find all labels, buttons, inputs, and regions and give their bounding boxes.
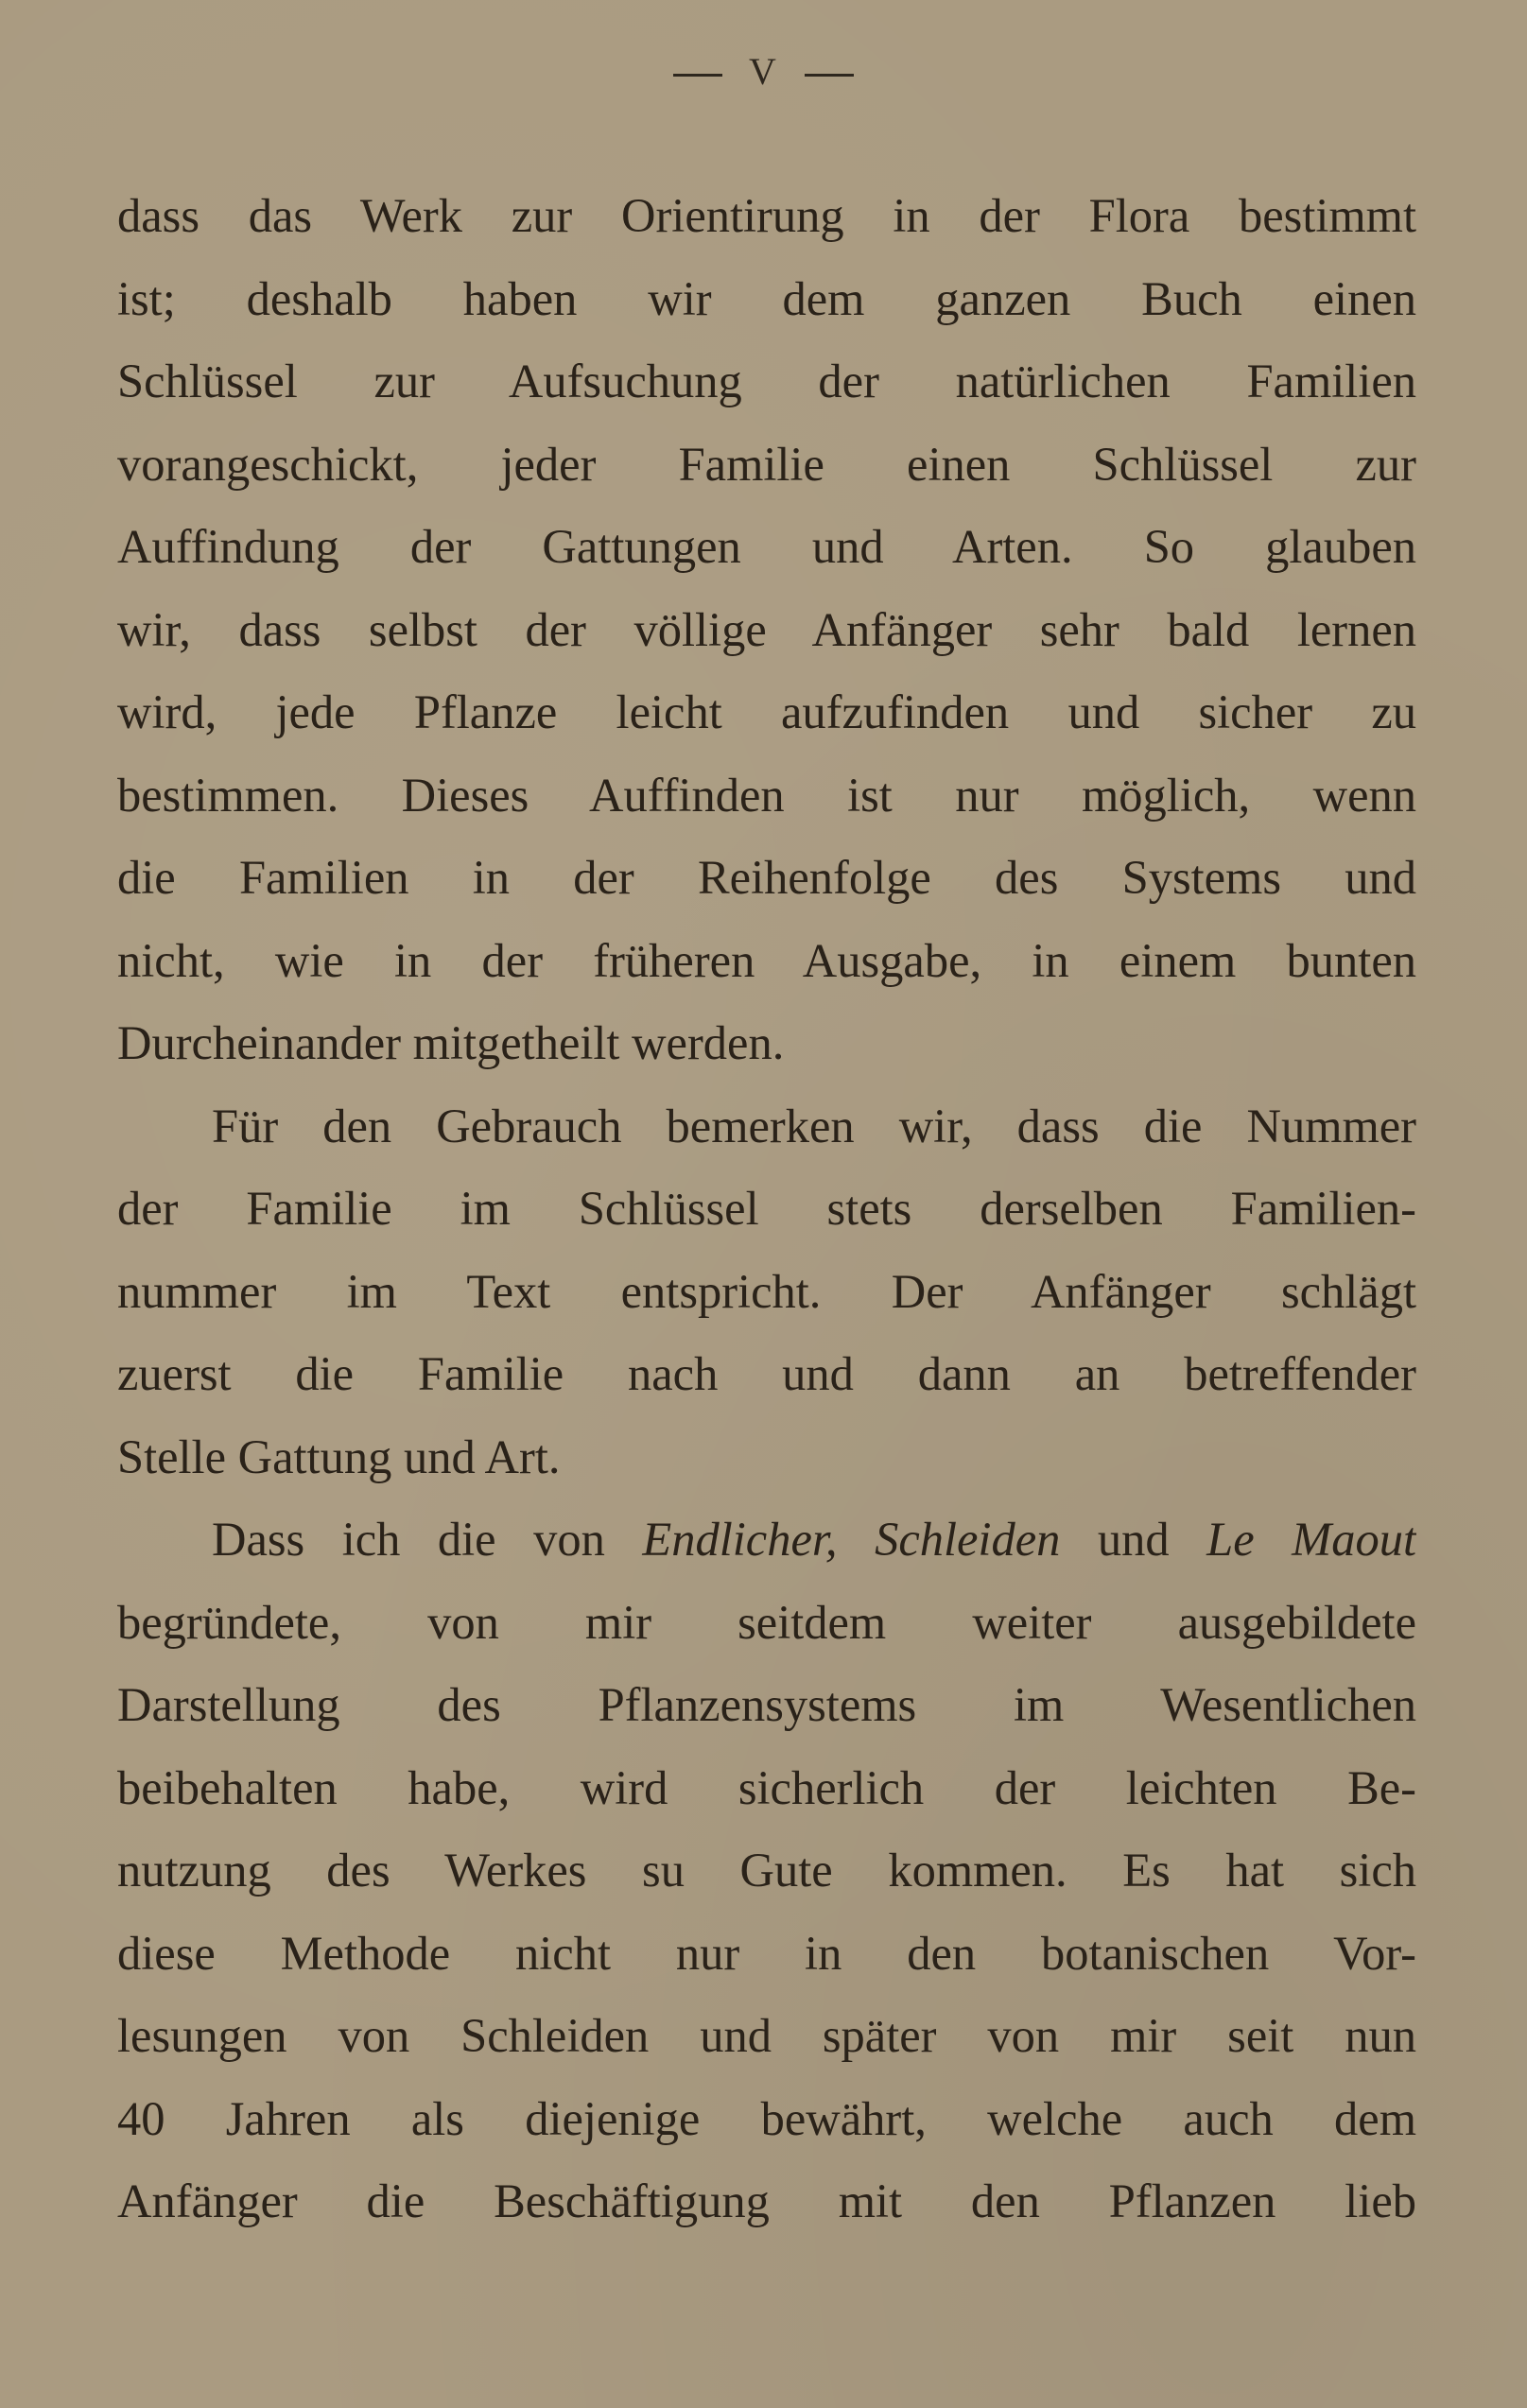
header-dash-left xyxy=(673,74,722,77)
text-line: beibehalten habe, wird sicherlich der leichten Be- xyxy=(117,1760,1416,1814)
text-line-with-authors xyxy=(117,1499,1416,1582)
text-line: nutzung des Werkes su Gute kommen. Es hat sich xyxy=(117,1844,1416,1897)
author-name: Endlicher xyxy=(642,1513,825,1566)
text-line: nicht, wie in der früheren Ausgabe, in einem bunten xyxy=(117,933,1416,987)
text-fragment: und xyxy=(1060,1513,1207,1566)
text-line: wir, dass selbst der völlige Anfänger sehr bald lernen xyxy=(117,602,1416,656)
text-line: Schlüssel zur Aufsuchung der natürlichen Familien xyxy=(117,355,1416,407)
text-line: 40 Jahren als diejenige bewährt, welche auch dem xyxy=(117,2091,1416,2145)
author-name: Schleiden xyxy=(875,1513,1061,1566)
text-line: Für den Gebrauch bemerken wir, dass die Nummer xyxy=(212,1099,1416,1152)
text-line: lesungen von Schleiden und später von mir seit nun xyxy=(117,2009,1416,2062)
author-name: Le Maout xyxy=(1206,1513,1416,1566)
body-text xyxy=(117,175,1416,2243)
text-line: Stelle Gattung und Art. xyxy=(117,1429,561,1483)
text-line: wird, jede Pflanze leicht aufzufinden und sicher zu xyxy=(117,685,1416,738)
text-line: Anfänger die Beschäftigung mit den Pflanzen lieb xyxy=(117,2174,1416,2227)
text-line: die Familien in der Reihenfolge des Systems und xyxy=(117,851,1416,904)
text-line: vorangeschickt, jeder Familie einen Schlüssel zur xyxy=(117,437,1416,491)
text-line: dass das Werk zur Orientirung in der Flora bestimmt xyxy=(117,189,1416,242)
text-line: Darstellung des Pflanzensystems im Wesentlichen xyxy=(117,1678,1416,1731)
text-line: nummer im Text entspricht. Der Anfänger schlägt xyxy=(117,1264,1416,1318)
header-dash-right xyxy=(805,74,854,77)
text-fragment: Dass ich die von xyxy=(212,1513,643,1566)
page-header xyxy=(0,49,1527,94)
text-line: begründete, von mir seitdem weiter ausgebildete xyxy=(117,1595,1416,1649)
text-line: Durcheinander mitgetheilt werden. xyxy=(117,1016,785,1069)
text-line: ist; deshalb haben wir dem ganzen Buch einen xyxy=(117,271,1416,325)
text-line: zuerst die Familie nach und dann an betreffender xyxy=(117,1347,1416,1400)
text-line: Auffindung der Gattungen und Arten. So glauben xyxy=(117,520,1416,573)
text-fragment: , xyxy=(824,1513,876,1566)
text-line: bestimmen. Dieses Auffinden ist nur möglich, wenn xyxy=(117,768,1416,822)
page-number: V xyxy=(749,50,778,93)
text-line: diese Methode nicht nur in den botanischen Vor- xyxy=(117,1926,1416,1980)
text-line: der Familie im Schlüssel stets derselben Familien- xyxy=(117,1182,1416,1235)
